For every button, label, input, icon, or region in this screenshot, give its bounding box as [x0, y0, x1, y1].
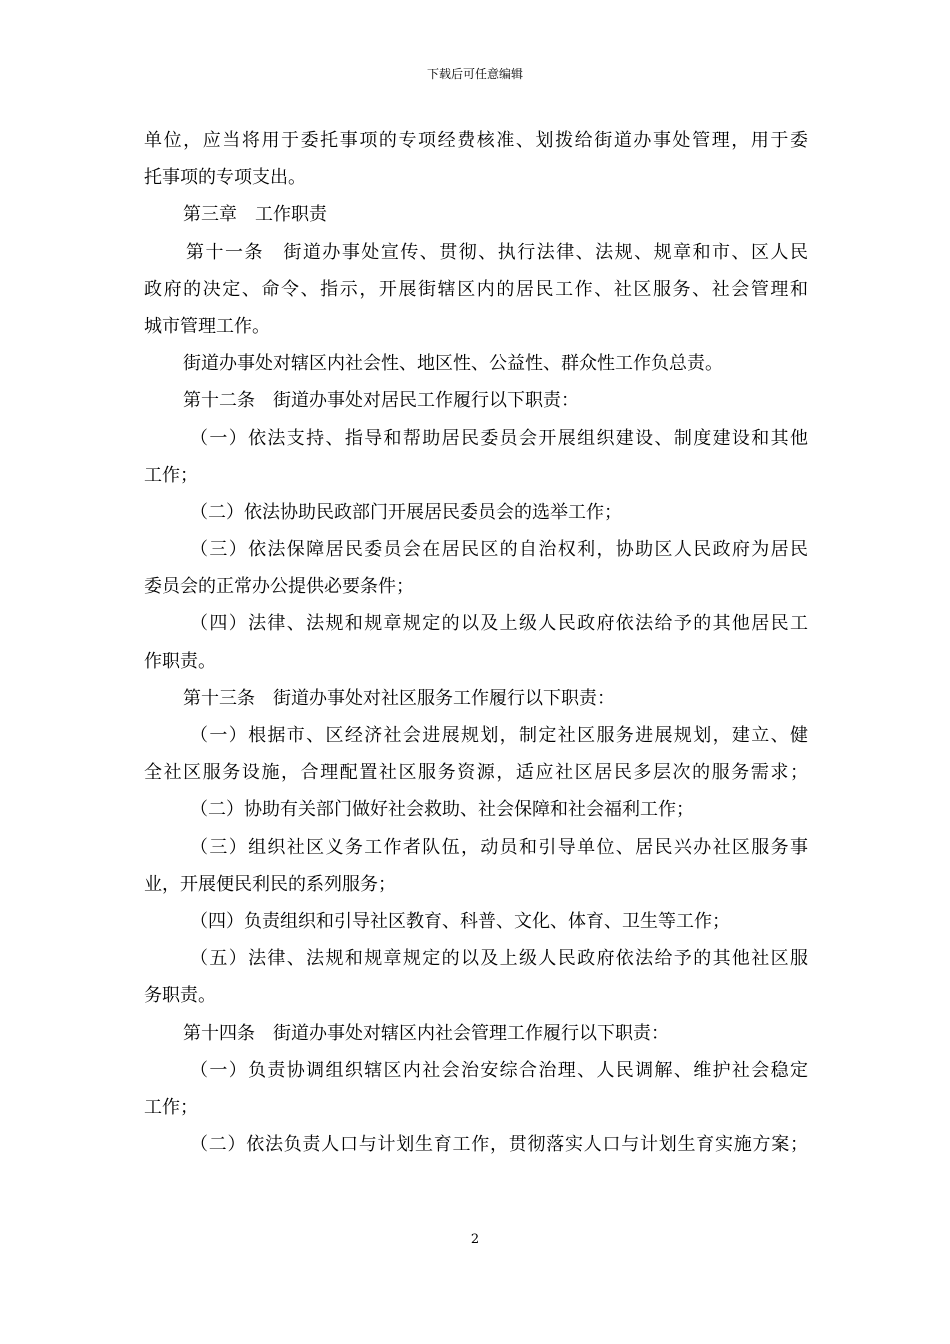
article-line: 第十三条 街道办事处对社区服务工作履行以下职责： [183, 687, 615, 709]
list-item-line: （四）负责组织和引导社区教育、科普、文化、体育、卫生等工作； [190, 910, 730, 932]
paragraph-line: 工作； [144, 464, 198, 486]
paragraph-line: 工作； [144, 1096, 198, 1118]
page-header: 下载后可任意编辑 [426, 67, 523, 81]
paragraph-line: 托事项的专项支出。 [144, 167, 306, 189]
paragraph-line: 委员会的正常办公提供必要条件； [144, 576, 414, 598]
list-item-line: （一）根据市、区经济社会进展规划，制定社区服务进展规划，建立、健 [190, 725, 808, 746]
paragraph-line: 政府的决定、命令、指示，开展街辖区内的居民工作、社区服务、社会管理和 [144, 278, 808, 300]
list-item-line: （五）法律、法规和规章规定的以及上级人民政府依法给予的其他社区服 [190, 948, 808, 970]
paragraph-line: 作职责。 [144, 650, 216, 672]
document-body [144, 122, 808, 1163]
list-item-line: （一）依法支持、指导和帮助居民委员会开展组织建设、制度建设和其他 [190, 427, 808, 449]
list-item-line: （一）负责协调组织辖区内社会治安综合治理、人民调解、维护社会稳定 [190, 1059, 808, 1081]
list-item-line: （二）依法负责人口与计划生育工作，贯彻落实人口与计划生育实施方案； [190, 1134, 808, 1156]
list-item-line: （四）法律、法规和规章规定的以及上级人民政府依法给予的其他居民工 [190, 613, 808, 635]
list-item-line: （三）依法保障居民委员会在居民区的自治权利，协助区人民政府为居民 [190, 539, 808, 561]
paragraph-line: 单位，应当将用于委托事项的专项经费核准、划拨给街道办事处管理，用于委 [144, 130, 808, 151]
paragraph-line: 全社区服务设施，合理配置社区服务资源，适应社区居民多层次的服务需求； [144, 762, 808, 784]
paragraph-line: 业，开展便民利民的系列服务； [144, 873, 396, 895]
list-item-line: （二）依法协助民政部门开展居民委员会的选举工作； [190, 501, 622, 523]
list-item-line: （二）协助有关部门做好社会救助、社会保障和社会福利工作； [190, 799, 694, 821]
paragraph-line: 街道办事处对辖区内社会性、地区性、公益性、群众性工作负总责。 [183, 353, 723, 375]
article-line: 第十四条 街道办事处对辖区内社会管理工作履行以下职责： [183, 1022, 669, 1044]
list-item-line: （三）组织社区义务工作者队伍，动员和引导单位、居民兴办社区服务事 [190, 836, 808, 858]
article-line: 第十一条 街道办事处宣传、贯彻、执行法律、法规、规章和市、区人民 [186, 241, 808, 263]
page-number: 2 [470, 1232, 480, 1247]
chapter-heading: 第三章 工作职责 [183, 204, 327, 226]
paragraph-line: 城市管理工作。 [144, 315, 270, 337]
article-line: 第十二条 街道办事处对居民工作履行以下职责： [183, 390, 579, 412]
paragraph-line: 务职责。 [144, 985, 216, 1007]
